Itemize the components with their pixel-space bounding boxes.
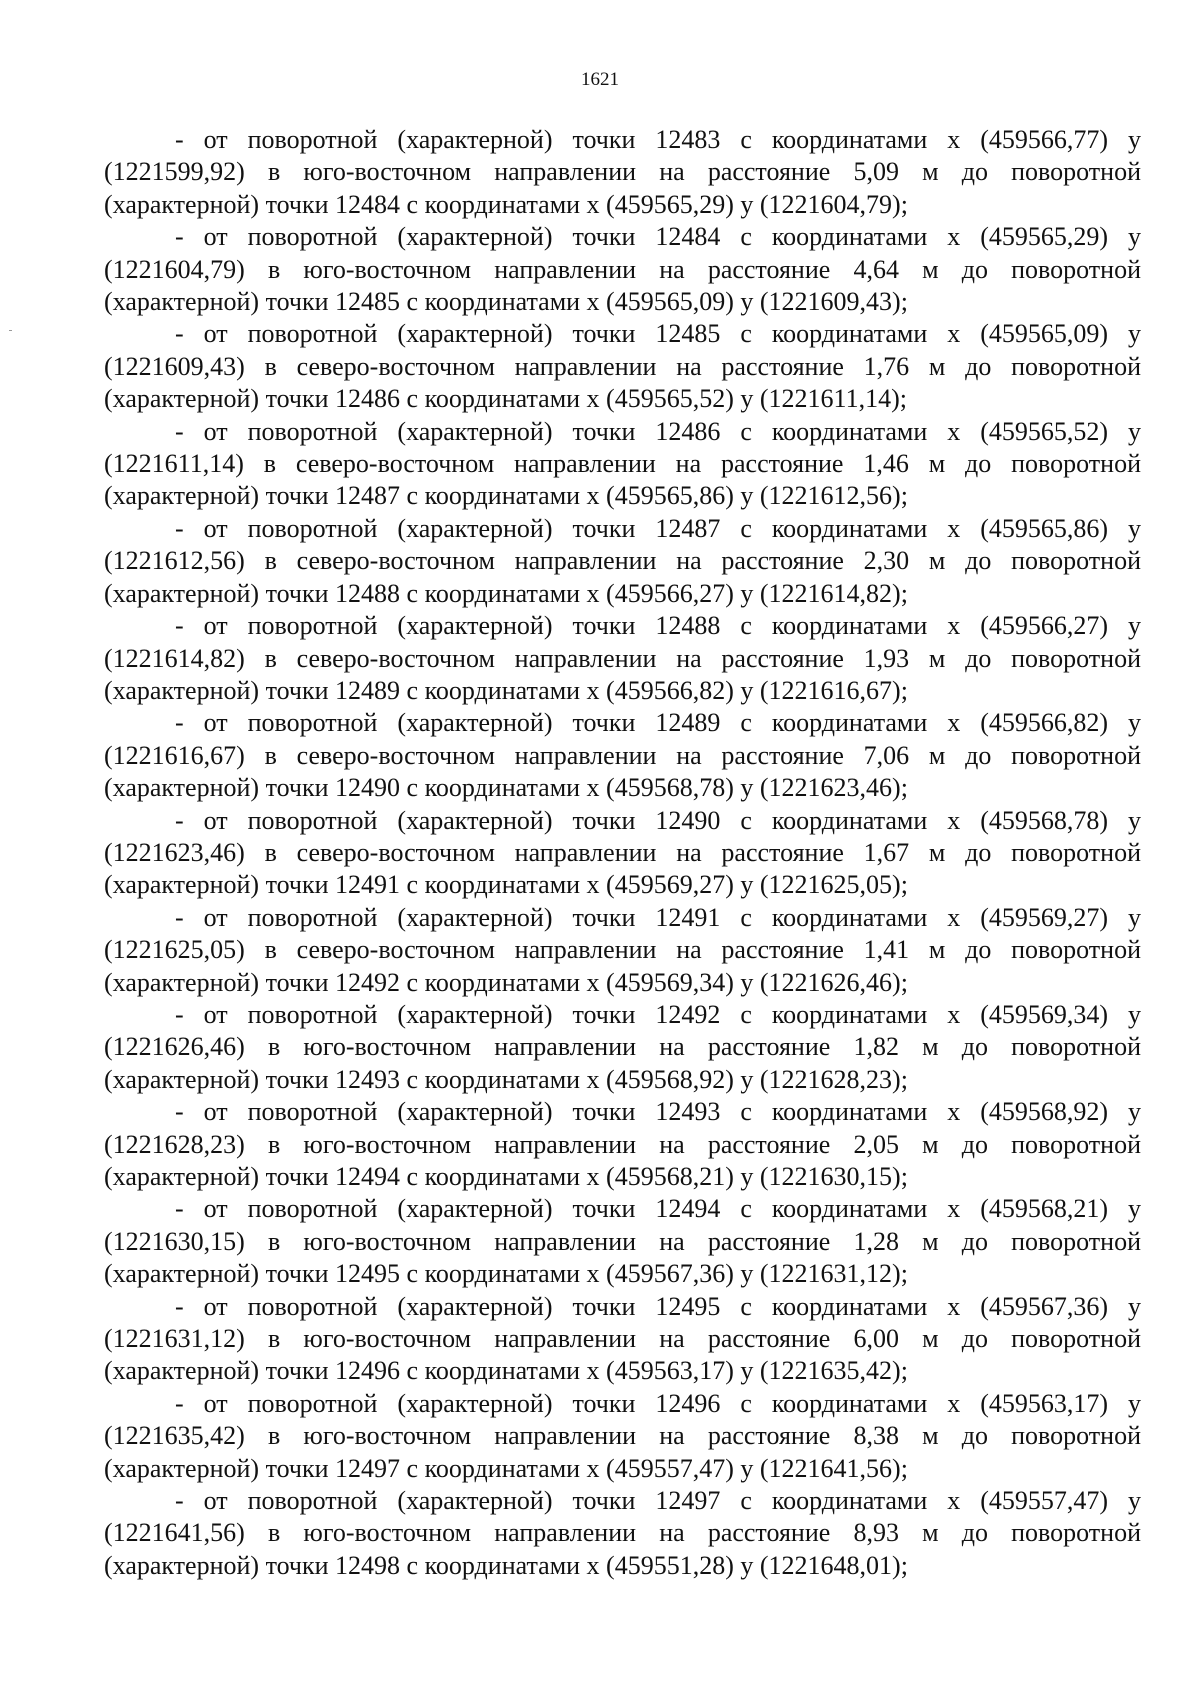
boundary-segment-12486: - от поворотной (характерной) точки 12486 с координатами х (459565,52) у (1221611,14) в северо-восточном направлении на расстояние 1,46 м до поворотной (характерной) точки 12487 с координатами х (459565,86) у (1221612,56); — [104, 416, 1141, 511]
scan-speck — [9, 330, 12, 331]
boundary-segment-12495: - от поворотной (характерной) точки 12495 с координатами х (459567,36) у (1221631,12) в юго-восточном направлении на расстояние 6,00 м до поворотной (характерной) точки 12496 с координатами х (459563,17) у (1221635,42); — [104, 1291, 1141, 1386]
boundary-segment-12497: - от поворотной (характерной) точки 12497 с координатами х (459557,47) у (1221641,56) в юго-восточном направлении на расстояние 8,93 м до поворотной (характерной) точки 12498 с координатами х (459551,28) у (1221648,01); — [104, 1486, 1141, 1580]
boundary-segment-12493: - от поворотной (характерной) точки 12493 с координатами х (459568,92) у (1221628,23) в юго-восточном направлении на расстояние 2,05 м до поворотной (характерной) точки 12494 с координатами х (459568,21) у (1221630,15); — [104, 1097, 1141, 1191]
boundary-segment-12496: - от поворотной (характерной) точки 12496 с координатами х (459563,17) у (1221635,42) в юго-восточном направлении на расстояние 8,38 м до поворотной (характерной) точки 12497 с координатами х (459557,47) у (1221641,56); — [104, 1388, 1141, 1483]
boundary-segment-12487: - от поворотной (характерной) точки 12487 с координатами х (459565,86) у (1221612,56) в северо-восточном направлении на расстояние 2,30 м до поворотной (характерной) точки 12488 с координатами х (459566,27) у (1221614,82); — [104, 513, 1141, 608]
boundary-segment-12489: - от поворотной (характерной) точки 12489 с координатами х (459566,82) у (1221616,67) в северо-восточном направлении на расстояние 7,06 м до поворотной (характерной) точки 12490 с координатами х (459568,78) у (1221623,46); — [104, 708, 1141, 803]
boundary-segment-12484: - от поворотной (характерной) точки 12484 с координатами х (459565,29) у (1221604,79) в юго-восточном направлении на расстояние 4,64 м до поворотной (характерной) точки 12485 с координатами х (459565,09) у (1221609,43); — [104, 222, 1141, 317]
boundary-segment-12488: - от поворотной (характерной) точки 12488 с координатами х (459566,27) у (1221614,82) в северо-восточном направлении на расстояние 1,93 м до поворотной (характерной) точки 12489 с координатами х (459566,82) у (1221616,67); — [104, 611, 1141, 705]
boundary-segment-12483: - от поворотной (характерной) точки 12483 с координатами х (459566,77) у (1221599,92) в юго-восточном направлении на расстояние 5,09 м до поворотной (характерной) точки 12484 с координатами х (459565,29) у (1221604,79); — [104, 125, 1141, 219]
boundary-segment-12491: - от поворотной (характерной) точки 12491 с координатами х (459569,27) у (1221625,05) в северо-восточном направлении на расстояние 1,41 м до поворотной (характерной) точки 12492 с координатами х (459569,34) у (1221626,46); — [104, 902, 1141, 997]
boundary-description — [104, 124, 1141, 1582]
boundary-segment-12492: - от поворотной (характерной) точки 12492 с координатами х (459569,34) у (1221626,46) в юго-восточном направлении на расстояние 1,82 м до поворотной (характерной) точки 12493 с координатами х (459568,92) у (1221628,23); — [104, 999, 1141, 1094]
boundary-segment-12490: - от поворотной (характерной) точки 12490 с координатами х (459568,78) у (1221623,46) в северо-восточном направлении на расстояние 1,67 м до поворотной (характерной) точки 12491 с координатами х (459569,27) у (1221625,05); — [104, 805, 1141, 900]
boundary-segment-12494: - от поворотной (характерной) точки 12494 с координатами х (459568,21) у (1221630,15) в юго-восточном направлении на расстояние 1,28 м до поворотной (характерной) точки 12495 с координатами х (459567,36) у (1221631,12); — [104, 1194, 1141, 1289]
boundary-segment-12485: - от поворотной (характерной) точки 12485 с координатами х (459565,09) у (1221609,43) в северо-восточном направлении на расстояние 1,76 м до поворотной (характерной) точки 12486 с координатами х (459565,52) у (1221611,14); — [104, 319, 1141, 414]
page-number: 1621 — [581, 69, 619, 90]
